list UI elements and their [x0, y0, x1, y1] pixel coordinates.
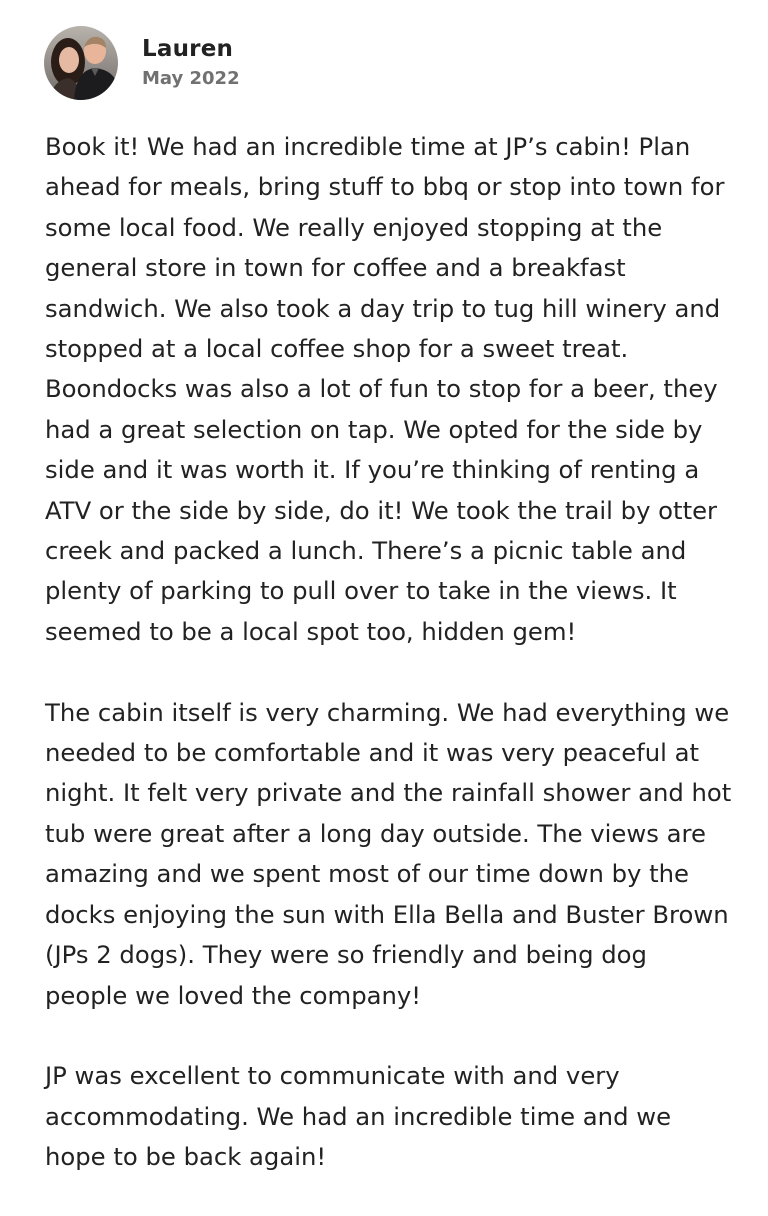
reviewer-name[interactable]: Lauren	[142, 36, 234, 62]
review-header	[44, 26, 240, 100]
review-paragraph: Book it! We had an incredible time at JP’s cabin! Plan ahead for meals, bring stuff to bbq or stop into town for some local food. We really enjoyed stopping at the general store in town for coffee and a breakfast sandwich. We also took a day trip to tug hill winery and stopped at a local coffee shop for a sweet treat. Boondocks was also a lot of fun to stop for a beer, they had a great selection on tap. We opted for the side by side and it was worth it. If you’re thinking of renting a ATV or the side by side, do it! We took the trail by otter creek and packed a lunch. There’s a picnic table and plenty of parking to pull over to take in the views. It seemed to be a local spot too, hidden gem!	[45, 132, 725, 646]
review-paragraph: JP was excellent to communicate with and very accommodating. We had an incredible time and we hope to be back again!	[45, 1061, 672, 1172]
reviewer-meta	[142, 34, 240, 92]
couple-photo-avatar-icon	[44, 26, 118, 100]
avatar[interactable]	[44, 26, 118, 100]
review-body	[45, 127, 735, 1178]
review-date: May 2022	[142, 68, 240, 89]
review-paragraph: The cabin itself is very charming. We had everything we needed to be comfortable and it was very peaceful at night. It felt very private and the rainfall shower and hot tub were great after a long day outside. The views are amazing and we spent most of our time down by the docks enjoying the sun with Ella Bella and Buster Brown (JPs 2 dogs). They were so friendly and being dog people we loved the company!	[45, 697, 732, 1010]
